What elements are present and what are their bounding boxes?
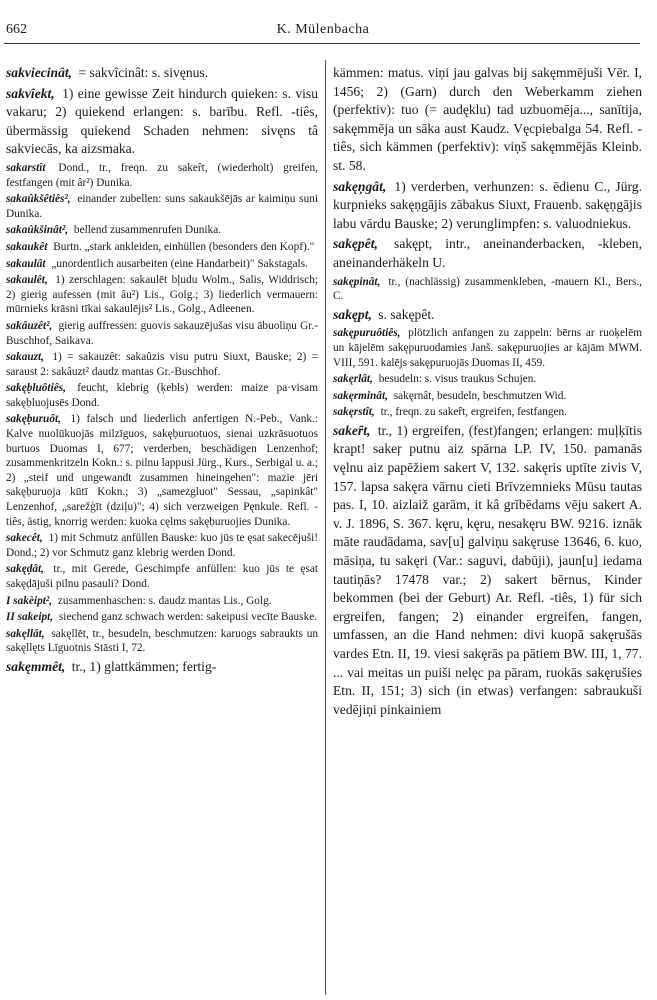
dictionary-entry xyxy=(6,658,318,677)
entry-text: s. sakępêt. xyxy=(378,306,435,322)
dictionary-entry xyxy=(333,235,642,272)
headword: sakaûkšinât², xyxy=(6,224,69,237)
entry-text: sakęllēt, tr., besudeln, beschmutzen: karuogs sabraukts un sakęllęts Līguotnis Stāsti I, 72. xyxy=(6,627,318,655)
entry-text: plötzlich anfangen zu zappeln: bērns ar ruoķelēm un kājelēm sakępuruodamies Janš. sakępuruojies ar kājām MWM. VIII, 591. kalējs sakępuruojās Duomas II, 459. xyxy=(333,327,642,369)
dictionary-entry xyxy=(6,531,318,560)
headword: sakaulêt, xyxy=(6,274,48,287)
entry-text: siechend ganz schwach werden: sakeipusi vecīte Bauske. xyxy=(58,611,318,624)
entry-text: zusammenhaschen: s. daudz mantas Lis., Golg. xyxy=(57,594,272,607)
entry-text: besudeln: s. visus traukus Schujen. xyxy=(378,373,537,386)
headword: sakępêt, xyxy=(333,236,378,252)
entry-text: feucht, klebrig (ķebls) werden: maize pa·visam sakęḅluojusēs Dond. xyxy=(6,382,318,409)
entry-text: einander zubellen: suns sakaukšējās ar kaimiņu suni Dunika. xyxy=(6,193,318,220)
entry-text: Dond., tr., freqn. zu sakeȓt, (wiederholt) greifen, festfangen (mit âr²) Dunika. xyxy=(6,161,318,189)
dictionary-entry xyxy=(6,319,318,348)
dictionary-entry xyxy=(6,161,318,190)
dictionary-entry xyxy=(6,223,318,238)
entry-text: 1) falsch und liederlich anfertigen N.-Peb., Vank.: Kalve nuolūkuojās milzīguos, sakęḅuruotuos, sienai uzkrāsuotuos burtuos Duomas I, 677; verderben, beschädigen Lenzenhof; zusammenkritzeln Kokn.: s. pilnu lappusi Jürg., Kurs., Serbigal u. a.; 2) „steif und ungewandt zusammen hineingehen": mazie jēri sakęḅuruoja kūtī Kokn.; 3) „samezgluot" Sessau, „sapinkât" Lenzenhof, „sarežģīt (dziļu)"; 4) sich verzweigen Pęnkule. Refl. -tiês, ästig, knorrig werden: kuoka cęlms sakęḅuruojies Dunika. xyxy=(6,413,318,528)
headword: sakarstît xyxy=(6,161,46,174)
entry-text: sakępt, intr., aneinanderbacken, -kleben, aneinanderhäkeln U. xyxy=(333,236,643,270)
headword: sakęḍât, xyxy=(6,563,44,576)
entry-text: Burtn. „stark ankleiden, einhüllen (besonders den Kopf)." xyxy=(53,240,315,253)
dictionary-entry xyxy=(333,64,642,176)
headword: sakęllât, xyxy=(6,627,45,640)
dictionary-entry xyxy=(6,412,318,529)
dictionary-entry xyxy=(6,350,318,379)
entry-text: tr., mit Gerede, Geschimpfe anfüllen: kuo jūs te ęsat sakęḍājuši pilnu pasauli? Dond. xyxy=(6,563,318,590)
entry-text: bellend zusammenrufen Dunika. xyxy=(73,224,222,237)
headword: sakeȓt, xyxy=(333,422,371,438)
dictionary-entry xyxy=(333,405,642,420)
headword: sakauzt, xyxy=(6,351,44,364)
entry-text: „unordentlich ausarbeiten (eine Handarbeit)" Sakstagals. xyxy=(51,257,308,270)
dictionary-entry xyxy=(6,381,318,410)
dictionary-entry xyxy=(333,275,642,304)
headword: sakęmmêt, xyxy=(6,658,66,674)
dictionary-entry xyxy=(6,594,318,609)
headword: I sakèipt², xyxy=(6,594,53,607)
entry-text: tr., 1) ergreifen, (fest)fangen; erlangen: muļķītis krapt! sakeŗ putnu aiz spārna LP. IV, 150. pamanās vęlnu aiz papēžiem sakert V, 132. sakęris uptīte zivis V, 157. lapsa sakęra vārnu cieti Brīvzemnieks Mūsu tautas pas. I, 10. aizlaiž garām, it kâ grībēdams vēju sakert A. v. J. 1896, S. 367. kęru, kęru, nesakęru BW. 9216. iznāk māte raudādama, sav[u] galviņu sakęruse 13646, 6. kuo, māsiņa, tu sakęri (Var.: saguvi, dabūji), jaun[u] iedama tautiņās? 17478 var.; 2) sakert bērnus, Kinder bekommen (bei der Geburt) Ar. Refl. -tiês, 1) für sich ergreifen, fangen; 2) einander ergreifen, fangen, umfassen, an die Hand nehmen: divi kuopā sakęrušās vardes Etn. II, 19. viesi sakęrās pa pātiem BW. III, 1, 77. ... vai meitas un puiši nelęc pa pāram, ruokās sakęrušies Etn. II, 151; 3) sich (in etwas) verfangen: sabraukuši vedējiņi pinkainiem xyxy=(333,422,642,717)
dictionary-entry xyxy=(333,372,642,387)
dictionary-entry xyxy=(333,306,642,325)
entry-text: 1) eine gewisse Zeit hindurch quieken: s. visu vakaru; 2) quiekend erlangen: s. barību. Refl. -tiês, übermässig quiekend Schaden nehmen: sivęns tâ sakviecās, ka aizsmaka. xyxy=(6,85,318,157)
headword: sakęḅluôtiês, xyxy=(6,382,66,395)
entry-text: gierig auffressen: guovis sakauzējušas visu ābuoliņu Gr.-Buschhof, Saikava. xyxy=(6,319,318,347)
dictionary-entry xyxy=(6,85,318,159)
headword: sakaukêt xyxy=(6,240,48,253)
headword: sakâuzêt², xyxy=(6,319,53,332)
headword: sakęrminât, xyxy=(333,389,388,402)
entry-text: kämmen: matus. viņi jau galvas bij sakęmmējuši Vēr. I, 1456; 2) (Garn) durch den Weberkamm ziehen (perfektiv): tuo (= audęklu) tad uzbuomēja..., sanītija, sakęmmēja un sāka aust Kaudz. Vęcpiebalga 54. Refl. -tiês, sich kämmen (perfektiv): viņš sakęmmējās Kleinb. st. 58. xyxy=(333,65,642,173)
header-rule xyxy=(4,43,640,44)
entry-text: tr., (nachlässig) zusammenkleben, -mauern Kl., Bers., C. xyxy=(333,275,643,303)
entry-text: 1) verderben, verhunzen: s. ēdienu C., Jürg. kurpnieks sakęņgājis zābakus Siuxt, Frauenb. sakęņgājis labu vārdu Bauske; 2) verunglimpfen: s. valuodniekus. xyxy=(333,178,642,231)
running-title: K. Mülenbacha xyxy=(276,22,370,37)
headword: sakępinât, xyxy=(333,275,381,288)
headword: sakvîekt, xyxy=(6,85,55,101)
headword: II sakeipt, xyxy=(6,611,54,624)
entry-text: tr., freqn. zu sakeȓt, ergreifen, festfangen. xyxy=(380,406,567,419)
headword: sakęņgât, xyxy=(333,178,387,194)
entry-text: 1) mit Schmutz anfüllen Bauske: kuo jūs te ęsat sakecējuši! Dond.; 2) vor Schmutz ganz klebrig werden Dond. xyxy=(6,532,318,559)
dictionary-entry xyxy=(6,562,318,591)
dictionary-entry xyxy=(6,240,318,255)
dictionary-entry xyxy=(6,64,318,83)
headword: sakaûkšêtiês², xyxy=(6,193,71,206)
dictionary-entry xyxy=(333,178,642,234)
entry-text: tr., 1) glattkämmen; fertig- xyxy=(71,658,217,674)
headword: sakviecinât, xyxy=(6,65,73,80)
right-column xyxy=(333,64,642,721)
column-divider xyxy=(325,60,326,995)
entry-text: sakęrnât, besudeln, beschmutzen Wid. xyxy=(393,389,567,402)
headword: sakaulât xyxy=(6,257,46,270)
headword: sakęrlât, xyxy=(333,373,373,386)
headword: sakępuruôtiês, xyxy=(333,327,401,340)
entry-text: 1) = sakauzêt: sakaûzis visu putru Siuxt, Bauske; 2) = saraust 2: sakâuzt² daudz mantas Gr.-Buschhof. xyxy=(6,351,318,378)
left-column xyxy=(6,64,318,679)
dictionary-entry xyxy=(333,326,642,370)
dictionary-entry xyxy=(333,389,642,404)
entry-text: = sakvîcinât: s. sivęnus. xyxy=(78,65,209,80)
dictionary-entry xyxy=(6,627,318,656)
headword: sakęḅuruôt, xyxy=(6,413,61,426)
page-header xyxy=(6,22,640,42)
dictionary-entry xyxy=(333,422,642,720)
dictionary-entry xyxy=(6,273,318,317)
entry-text: 1) zerschlagen: sakaulēt bļudu Wolm., Salis, Widdrisch; 2) gierig aufessen (mit âu²) Lis., Golg.; 3) liederlich vermauern: mūrnieks krāsni tīkai sakaulējis² Lis., Golg., Adleenen. xyxy=(6,274,318,316)
page-number: 662 xyxy=(6,22,27,37)
headword: sakęrstît, xyxy=(333,406,375,419)
headword: sakecêt, xyxy=(6,532,43,545)
headword: sakępt, xyxy=(333,306,372,322)
dictionary-entry xyxy=(6,192,318,221)
dictionary-entry xyxy=(6,610,318,625)
dictionary-entry xyxy=(6,257,318,272)
